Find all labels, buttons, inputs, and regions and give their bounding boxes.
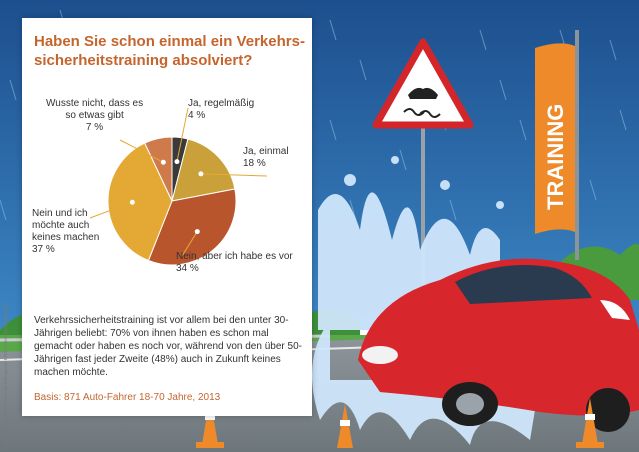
- label-line: keines machen: [32, 232, 100, 243]
- chart-title-line: Haben Sie schon einmal ein Verkehrs-: [34, 33, 305, 50]
- chart-card: [22, 18, 312, 416]
- label-value: 18 %: [243, 158, 266, 169]
- label-wusste-nicht: [46, 98, 143, 134]
- leader-dot: [130, 200, 135, 205]
- label-line: möchte auch: [32, 220, 90, 231]
- source-note: Quelle: Goslar Institut / Forsa im Auftrag von ERGO Versicherungsgruppe: [3, 303, 8, 450]
- label-line: Ja, einmal: [243, 146, 289, 157]
- label-nein-keines: [32, 208, 99, 256]
- basis-text: Basis: 871 Auto-Fahrer 18-70 Jahre, 2013: [34, 392, 221, 403]
- leader-dot: [198, 171, 203, 176]
- label-value: 4 %: [188, 110, 206, 121]
- label-value: 7 %: [85, 122, 104, 133]
- label-value: 37 %: [32, 244, 55, 255]
- leader-dot: [161, 160, 166, 165]
- label-line: Ja, regelmäßig: [188, 98, 255, 109]
- label-line: so etwas gibt: [65, 110, 124, 121]
- label-ja-einmal: [243, 146, 289, 170]
- leader-dot: [174, 159, 179, 164]
- label-value: 34 %: [176, 263, 199, 274]
- label-line: Nein, aber ich habe es vor: [176, 251, 293, 262]
- description-text: Verkehrssicherheitstraining ist vor allem bei den unter 30-Jährigen beliebt: 70% von ihnen haben es schon mal gemacht oder haben es noch vor, während von den über 50-Jährigen fast jeder Zweite (48%) auch in Zukunft keines machen möchte.: [34, 315, 302, 378]
- label-ja-regelmaessig: [188, 98, 254, 122]
- chart-title-line: sicherheitstraining absolviert?: [34, 52, 253, 69]
- leader-dot: [195, 229, 200, 234]
- training-banner: [535, 30, 577, 260]
- label-line: Wusste nicht, dass es: [46, 98, 144, 109]
- label-nein-aber-vor: [176, 251, 293, 275]
- banner-text: TRAINING: [543, 103, 568, 210]
- label-line: Nein und ich: [32, 208, 88, 219]
